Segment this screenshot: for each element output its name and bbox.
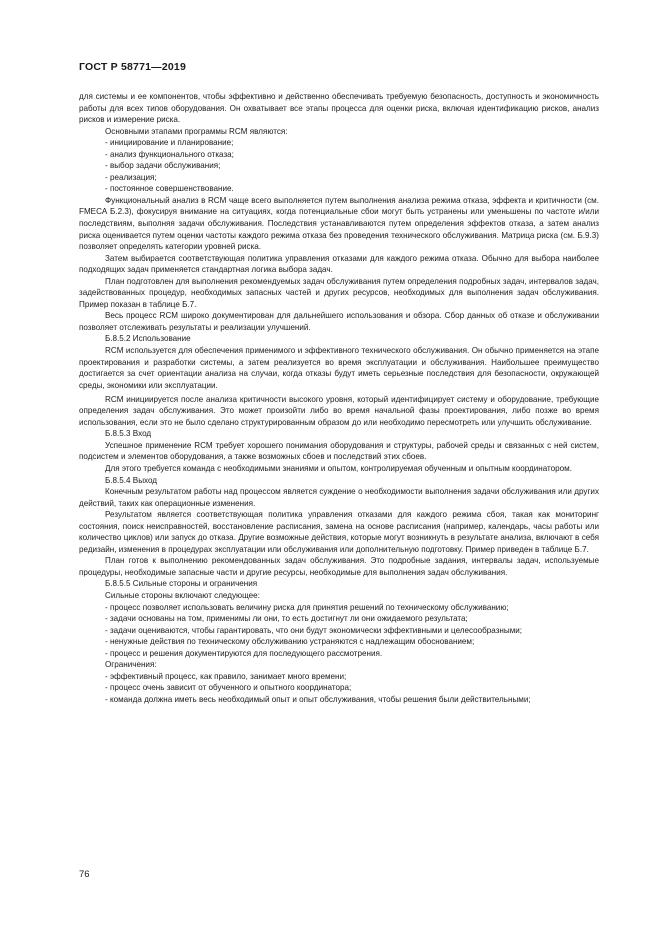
paragraph: - задачи основаны на том, применимы ли они, то есть достигнут ли они ожидаемого результата; <box>105 614 468 624</box>
paragraph: Основными этапами программы RCM являются: <box>105 126 288 136</box>
paragraph: - процесс позволяет использовать величину риска для принятия решений по техническому обслуживанию; <box>105 602 509 612</box>
paragraph: Функциональный анализ в RCM чаще всего выполняется путем выполнения анализа режима отказа, эффекта и критичности (см. FMECA Б.2.3), фокусируя внимание на ситуациях, когда потенциальные сбои могут быть устранены или уменьшены по частоте и/или последствиям, выполняя задачи обслуживания. Последствия устанавливаются путем определения эффектов отказа, а затем анализ риска оценивается путем оценки частоты каждого режима отказа без проведения технического обслуживания. Матрица риска (см. Б.9.3) позволяет определять категории уровней риска. <box>79 195 599 252</box>
paragraph: Ограничения: <box>105 660 157 670</box>
paragraph: Затем выбирается соответствующая политика управления отказами для каждого режима отказа. Обычно для выбора наиболее подходящих задач применяется стандартная логика выбора задач. <box>79 253 599 275</box>
paragraph: - эффективный процесс, как правило, занимает много времени; <box>105 671 347 681</box>
paragraph: План подготовлен для выполнения рекомендуемых задач обслуживания путем определения подробных задач, интервалов задач, задействованных процедур, необходимых запасных частей и других ресурсов, необходимых для выполнения задач обслуживания. Пример показан в таблице Б.7. <box>79 276 599 309</box>
document-body <box>79 91 599 705</box>
document-header: ГОСТ Р 58771—2019 <box>79 61 187 73</box>
paragraph: Б.8.5.2 Использование <box>105 334 191 344</box>
paragraph: План готов к выполнению рекомендованных задач обслуживания. Это подробные задания, интервалы задач, используемые процедуры, необходимые запасные части и другие ресурсы, необходимые для выполнения задач обслуживания. <box>79 556 599 577</box>
paragraph: Б.8.5.3 Вход <box>105 429 152 439</box>
paragraph: Б.8.5.5 Сильные стороны и ограничения <box>105 579 258 589</box>
paragraph: - процесс и решения документируются для последующего рассмотрения. <box>105 648 383 658</box>
paragraph: Для этого требуется команда с необходимыми знаниями и опытом, контролируемая обученным и опытным координатором. <box>105 464 572 473</box>
paragraph: Б.8.5.4 Выход <box>105 475 158 485</box>
paragraph: - команда должна иметь весь необходимый опыт и опыт обслуживания, чтобы решения были действительными; <box>105 694 531 704</box>
paragraph: - ненужные действия по техническому обслуживанию устраняются с надлежащим обоснованием; <box>105 637 475 647</box>
paragraph: Результатом является соответствующая политика управления отказами для каждого режима сбоя, такая как мониторинг состояния, поиск неисправностей, восстановление расписания, замена на основе расписания (например, календарь, часы работы или количество циклов) или запуск до отказа. Другие возможные действия, которые могут возникнуть в результате анализа, включают в себя редизайн, изменения в процедурах эксплуатации или обслуживания или дополнительную подготовку. Пример приведен в таблице Б.7. <box>79 510 599 554</box>
paragraph: - инициирование и планирование; <box>105 138 234 148</box>
paragraph: для системы и ее компонентов, чтобы эффективно и действенно обеспечивать требуемую безопасность, доступность и экономичность работы для всех типов оборудования. Он охватывает все этапы процесса для оценки риска, включая идентификацию рисков, анализ рисков и измерение риска. <box>79 92 599 125</box>
paragraph: Сильные стороны включают следующее: <box>105 591 260 601</box>
paragraph: - постоянное совершенствование. <box>105 184 234 194</box>
paragraph: - задачи оцениваются, чтобы гарантировать, что они будут экономически эффективными и целесообразными; <box>105 625 523 635</box>
paragraph: - выбор задачи обслуживания; <box>105 161 221 171</box>
paragraph: - процесс очень зависит от обученного и опытного координатора; <box>105 683 352 693</box>
paragraph: - реализация; <box>105 172 157 182</box>
paragraph: RCM используется для обеспечения применимого и эффективного технического обслуживания. Он обычно применяется на этапе проектирования и разработки системы, а затем реализуется во время эксплуатации и обслуживания. Наибольшее преимущество достигается за счет ориентации анализа на случаи, когда отказы будут иметь серьезные последствия для безопасности, окружающей среды, экономики или эксплуатации. <box>79 346 599 390</box>
paragraph: Весь процесс RCM широко документирован для дальнейшего использования и обзора. Сбор данных об отказе и обслуживании позволяет отслеживать результаты и реализации улучшений. <box>79 311 599 332</box>
page-number: 76 <box>79 869 90 880</box>
paragraph: Успешное применение RCM требует хорошего понимания оборудования и структуры, рабочей среды и связанных с ней систем, подсистем и элементов оборудования, а также возможных сбоев и последствий этих сбоев. <box>79 440 599 462</box>
paragraph: Конечным результатом работы над процессом является суждение о необходимости выполнения задачи обслуживания или других действий, таких как операционные изменения. <box>79 487 599 508</box>
paragraph: - анализ функционального отказа; <box>105 149 234 159</box>
paragraph: RCM инициируется после анализа критичности высокого уровня, который идентифицирует систему и оборудование, требующие определения задач обслуживания. Это может произойти либо во время начальной фазы проектирования, либо позже во время использования, если это не было сделано структурированным образом до или необходимо пересмотреть или улучшить обслуживание. <box>79 394 599 427</box>
